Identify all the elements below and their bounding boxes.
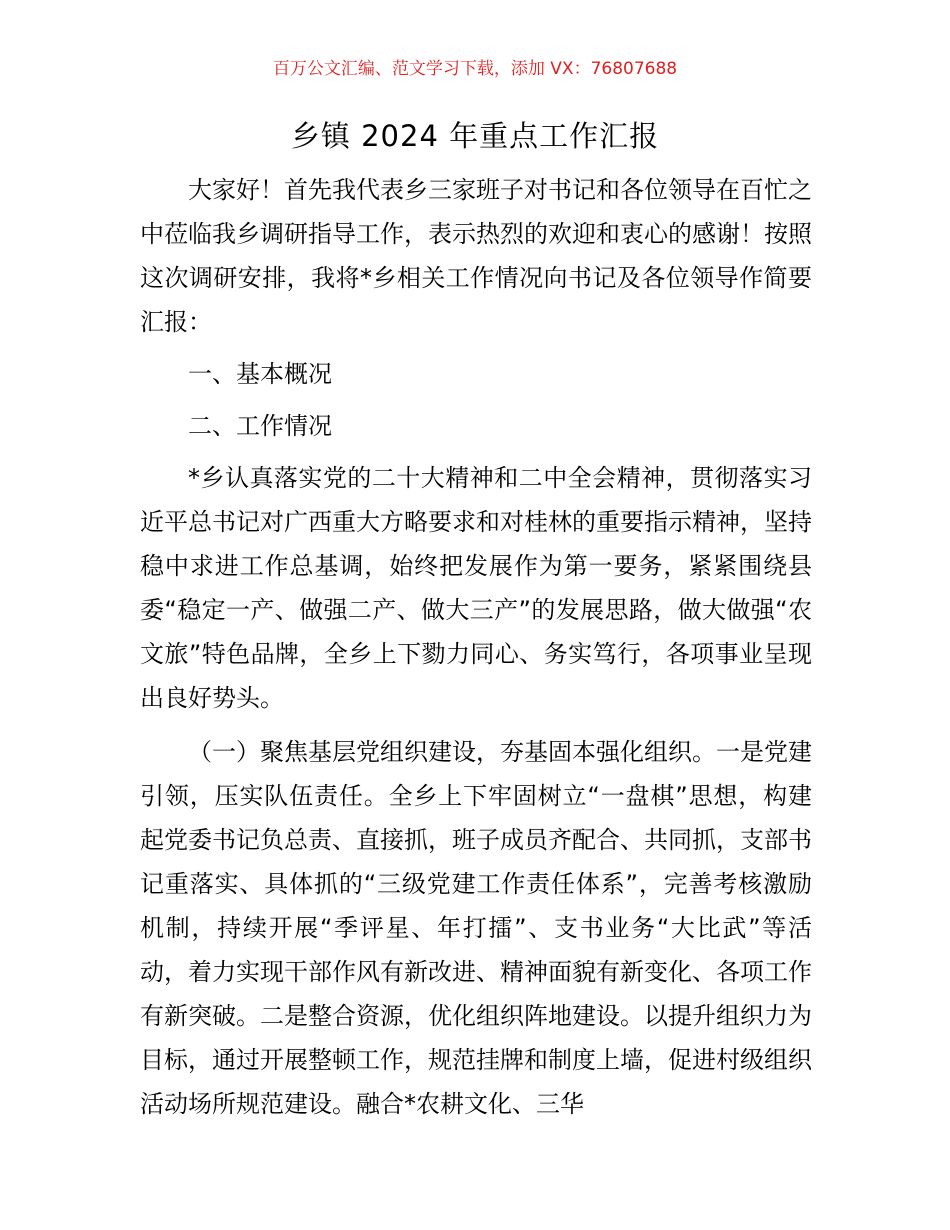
work-summary-paragraph: *乡认真落实党的二十大精神和二中全会精神，贯彻落实习近平总书记对广西重大方略要求和对桂林的重要指示精神，坚持稳中求进工作总基调，始终把发展作为第一要务，紧紧围绕县委“稳定一产、做强二产、做大三产”的发展思路，做大做强“农文旅”特色品牌，全乡上下勠力同心、务实笃行，各项事业呈现出良好势头。 — [140, 464, 812, 712]
section-heading-basic-overview: 一、基本概况 — [188, 360, 332, 388]
intro-paragraph: 大家好！首先我代表乡三家班子对书记和各位领导在百忙之中莅临我乡调研指导工作，表示热烈的欢迎和衷心的感谢！按照这次调研安排，我将*乡相关工作情况向书记及各位领导作简要汇报： — [140, 176, 812, 336]
section-heading-work-status: 二、工作情况 — [188, 412, 332, 440]
party-building-paragraph: （一）聚焦基层党组织建设，夯基固本强化组织。一是党建引领，压实队伍责任。全乡上下牢固树立“一盘棋”思想，构建起党委书记负总责、直接抓，班子成员齐配合、共同抓，支部书记重落实、具体抓的“三级党建工作责任体系”，完善考核激励机制，持续开展“季评星、年打擂”、支书业务“大比武”等活动，着力实现干部作风有新改进、精神面貌有新变化、各项工作有新突破。二是整合资源，优化组织阵地建设。以提升组织力为目标，通过开展整顿工作，规范挂牌和制度上墙，促进村级组织活动场所规范建设。融合*农耕文化、三华 — [140, 738, 812, 1118]
document-title: 乡镇 2024 年重点工作汇报 — [290, 119, 660, 153]
watermark-banner: 百万公文汇编、范文学习下载，添加 VX：76807688 — [272, 59, 678, 79]
document-body — [140, 168, 812, 1126]
